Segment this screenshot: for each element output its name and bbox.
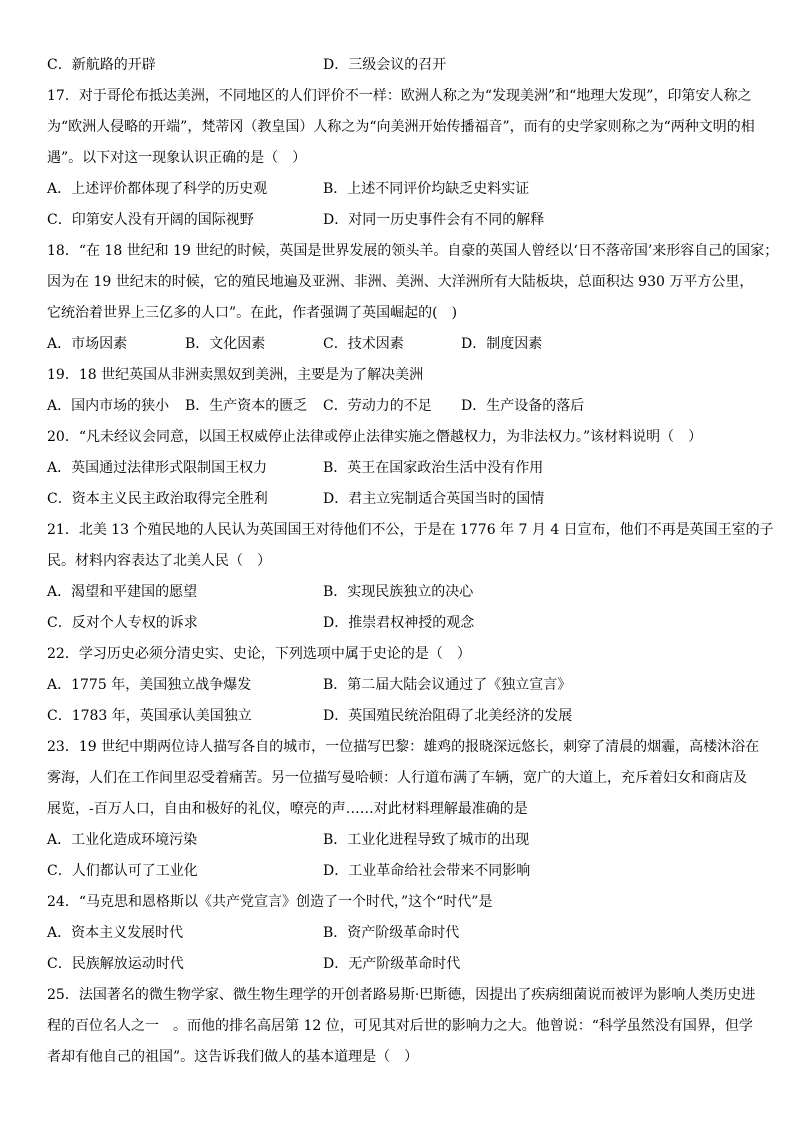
q22-option-b: B．第二届大陆会议通过了《独立宣言》 xyxy=(323,677,572,693)
q23-options-row-2 xyxy=(47,861,531,881)
q21-option-b: B．实现民族独立的决心 xyxy=(323,584,474,600)
q23-stem-line-2: 雾海，人们在工作间里忍受着痛苦。另一位描写曼哈顿：人行道布满了车辆，宽广的大道上，充斥着妇女和商店及 xyxy=(47,770,747,786)
q16-option-c: C．新航路的开辟 xyxy=(47,57,156,73)
q21-option-d: D．推崇君权神授的观念 xyxy=(323,615,475,631)
q24-options-row-1 xyxy=(47,923,460,943)
q18-option-a: A．市场因素 xyxy=(47,336,128,352)
q23-option-c: C．人们都认可了工业化 xyxy=(47,863,198,879)
q20-options-row-2 xyxy=(47,489,545,509)
q21-option-c: C．反对个人专权的诉求 xyxy=(47,615,198,631)
q18-option-d: D．制度因素 xyxy=(461,336,543,352)
q23-options-row-1 xyxy=(47,830,530,850)
q24-stem-line: 24．“马克思和恩格斯以《共产党宣言》创造了一个时代，”这个“时代”是 xyxy=(47,894,493,910)
q18-option-b: B．文化因素 xyxy=(185,336,266,352)
q17-option-d: D．对同一历史事件会有不同的解释 xyxy=(323,212,545,228)
q18-stem-line-3: 它统治着世界上三亿多的人口”。在此，作者强调了英国崛起的( ) xyxy=(47,305,458,321)
q22-option-d: D．英国殖民统治阻碍了北美经济的发展 xyxy=(323,708,573,724)
q17-stem-line-3: 遇”。以下对这一现象认识正确的是（ ） xyxy=(47,150,307,166)
q17-options-row-1 xyxy=(47,179,530,199)
q20-stem-line: 20．“凡未经议会同意，以国王权威停止法律或停止法律实施之僭越权力，为非法权力。”该材料说明（ ） xyxy=(47,429,703,445)
q19-option-c: C．劳动力的不足 xyxy=(323,398,432,414)
q20-option-a: A．英国通过法律形式限制国王权力 xyxy=(47,460,268,476)
q23-stem-line-3: 展览，-百万人口，自由和极好的礼仪，嘹亮的声……对此材料理解最准确的是 xyxy=(47,801,528,817)
q22-option-a: A．1775 年，美国独立战争爆发 xyxy=(47,677,252,693)
q24-option-b: B．资产阶级革命时代 xyxy=(323,925,460,941)
q19-option-a: A．国内市场的狭小 xyxy=(47,398,170,414)
q22-options-row-2 xyxy=(47,706,573,726)
q21-stem-line-2: 民。材料内容表达了北美人民（ ） xyxy=(47,553,271,569)
q17-option-c: C．印第安人没有开阔的国际视野 xyxy=(47,212,254,228)
q22-option-c: C．1783 年，英国承认美国独立 xyxy=(47,708,252,724)
q19-option-d: D．生产设备的落后 xyxy=(461,398,585,414)
q23-option-b: B．工业化进程导致了城市的出现 xyxy=(323,832,530,848)
q21-stem-line-1: 21．北美 13 个殖民地的人民认为英国国王对待他们不公，于是在 1776 年 7 月 4 日宣布，他们不再是英国王室的子 xyxy=(47,522,774,538)
q21-options-row-1 xyxy=(47,582,474,602)
q20-option-d: D．君主立宪制适合英国当时的国情 xyxy=(323,491,545,507)
q17-options-row-2 xyxy=(47,210,545,230)
q24-option-c: C．民族解放运动时代 xyxy=(47,956,184,972)
q24-options-row-2 xyxy=(47,954,461,974)
q20-option-c: C．资本主义民主政治取得完全胜利 xyxy=(47,491,268,507)
q22-options-row-1 xyxy=(47,675,572,695)
q17-stem-line-2: 为“欧洲人侵略的开端”，梵蒂冈（教皇国）人称之为“向美洲开始传播福音”，而有的史学家则称之为“两种文明的相 xyxy=(47,119,755,135)
q19-option-b: B．生产资本的匮乏 xyxy=(185,398,308,414)
q23-option-d: D．工业革命给社会带来不同影响 xyxy=(323,863,531,879)
q17-option-b: B．上述不同评价均缺乏史料实证 xyxy=(323,181,530,197)
q23-option-a: A．工业化造成环境污染 xyxy=(47,832,198,848)
q25-stem-line-1: 25．法国著名的微生物学家、微生物生理学的开创者路易斯·巴斯德，因提出了疾病细菌说而被评为影响人类历史进 xyxy=(47,987,756,1003)
q19-options-row xyxy=(47,396,585,416)
q21-option-a: A．渴望和平建国的愿望 xyxy=(47,584,198,600)
q18-options-row xyxy=(47,334,543,354)
q20-options-row-1 xyxy=(47,458,544,478)
q25-stem-line-3: 者却有他自己的祖国”。这告诉我们做人的基本道理是（ ） xyxy=(47,1049,419,1065)
q25-stem-line-2: 程的百位名人之一 。而他的排名高居第 12 位，可见其对后世的影响力之大。他曾说：“科学虽然没有国界，但学 xyxy=(47,1018,753,1034)
q16-options-row xyxy=(47,55,447,75)
q24-option-a: A．资本主义发展时代 xyxy=(47,925,184,941)
q24-option-d: D．无产阶级革命时代 xyxy=(323,956,461,972)
q16-option-d: D．三级会议的召开 xyxy=(323,57,447,73)
q17-option-a: A．上述评价都体现了科学的历史观 xyxy=(47,181,268,197)
q23-stem-line-1: 23．19 世纪中期两位诗人描写各自的城市，一位描写巴黎：雄鸡的报晓深远悠长，刺穿了清晨的烟霾，高楼沐浴在 xyxy=(47,739,760,755)
q18-stem-line-2: 因为在 19 世纪末的时候，它的殖民地遍及亚洲、非洲、美洲、大洋洲所有大陆板块，总面积达 930 万平方公里， xyxy=(47,274,754,290)
q18-stem-line-1: 18．“在 18 世纪和 19 世纪的时候，英国是世界发展的领头羊。自豪的英国人曾经以‘日不落帝国’来形容自己的国家； xyxy=(47,243,779,259)
q17-stem-line-1: 17．对于哥伦布抵达美洲，不同地区的人们评价不一样：欧洲人称之为“发现美洲”和“地理大发现”，印第安人称之 xyxy=(47,88,752,104)
q18-option-c: C．技术因素 xyxy=(323,336,404,352)
q22-stem-line: 22．学习历史必须分清史实、史论，下列选项中属于史论的是（ ） xyxy=(47,646,471,662)
q21-options-row-2 xyxy=(47,613,475,633)
q19-stem-line: 19．18 世纪英国从非洲卖黑奴到美洲，主要是为了解决美洲 xyxy=(47,367,424,383)
q20-option-b: B．英王在国家政治生活中没有作用 xyxy=(323,460,544,476)
